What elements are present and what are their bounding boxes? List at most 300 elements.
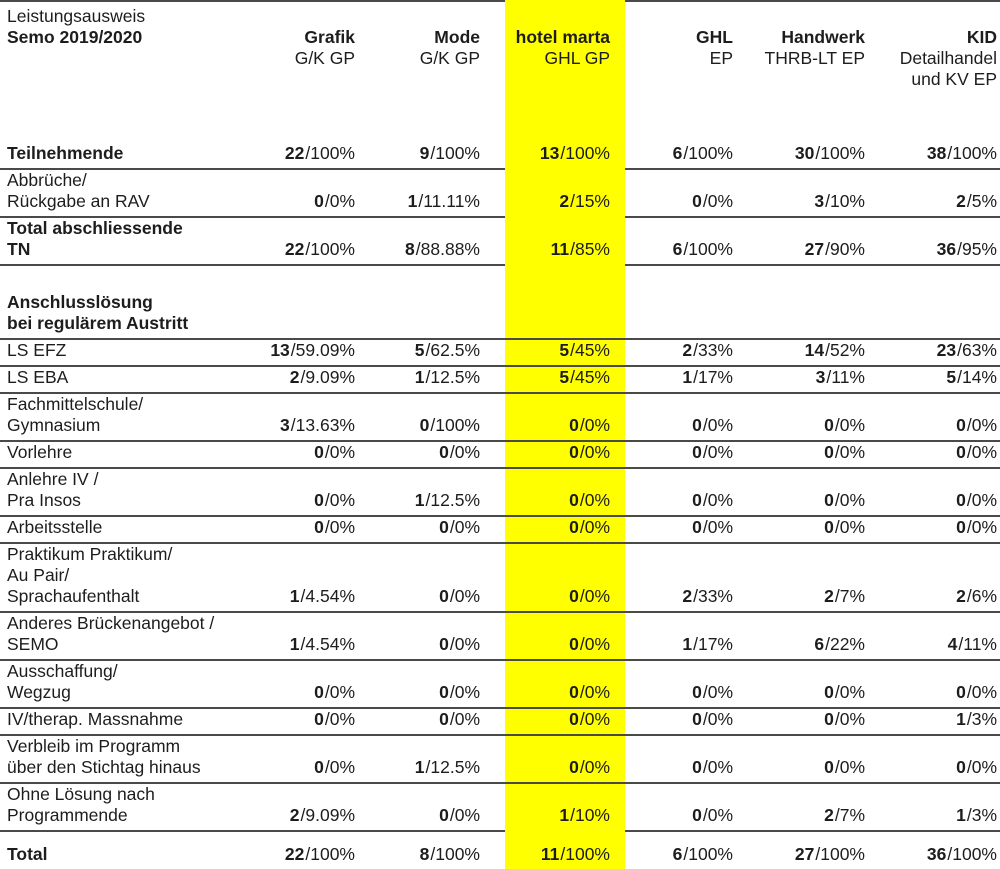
count-value: 5 bbox=[559, 367, 570, 387]
value-cell bbox=[733, 394, 865, 442]
value-cell bbox=[250, 394, 355, 442]
value-cell bbox=[250, 442, 355, 469]
count-value: 5 bbox=[946, 367, 957, 387]
count-value: 11 bbox=[540, 844, 560, 864]
value-cell bbox=[865, 544, 1000, 613]
value-cell-highlighted bbox=[505, 442, 625, 469]
percent-value: /0% bbox=[834, 415, 865, 435]
table-row bbox=[0, 469, 1000, 517]
percent-value: /17% bbox=[693, 634, 733, 654]
percent-value: /4.54% bbox=[300, 586, 355, 606]
percent-value: /63% bbox=[957, 340, 997, 360]
percent-value: /0% bbox=[966, 517, 997, 537]
value-cell bbox=[355, 517, 505, 544]
count-value: 0 bbox=[439, 634, 449, 654]
value-cell bbox=[733, 544, 865, 613]
row-label bbox=[0, 517, 250, 544]
table-row bbox=[0, 784, 1000, 832]
count-value: 0 bbox=[569, 757, 579, 777]
percent-value: /33% bbox=[693, 586, 733, 606]
percent-value: /12.5% bbox=[425, 490, 480, 510]
row-label-line: Gymnasium bbox=[7, 415, 101, 435]
count-value: 9 bbox=[419, 143, 430, 163]
percent-value: /100% bbox=[560, 844, 610, 864]
value-cell bbox=[865, 517, 1000, 544]
value-cell bbox=[625, 784, 733, 832]
value-cell-highlighted bbox=[505, 170, 625, 218]
count-value: 0 bbox=[692, 490, 702, 510]
value-cell-highlighted bbox=[505, 517, 625, 544]
percent-value: /59.09% bbox=[290, 340, 355, 360]
value-cell bbox=[733, 832, 865, 869]
row-label bbox=[0, 736, 250, 784]
value-cell bbox=[250, 544, 355, 613]
percent-value: /100% bbox=[430, 844, 480, 864]
value-cell-highlighted bbox=[505, 784, 625, 832]
percent-value: /10% bbox=[825, 191, 865, 211]
value-cell bbox=[355, 832, 505, 869]
count-value: 0 bbox=[824, 442, 834, 462]
count-value: 0 bbox=[314, 757, 324, 777]
count-value: 38 bbox=[926, 143, 947, 163]
percent-value: /45% bbox=[570, 340, 610, 360]
percent-value: /62.5% bbox=[425, 340, 480, 360]
percent-value: /100% bbox=[947, 143, 997, 163]
count-value: 22 bbox=[284, 143, 305, 163]
count-value: 0 bbox=[692, 442, 702, 462]
percent-value: /13.63% bbox=[290, 415, 355, 435]
row-label-line: Praktikum Praktikum/ bbox=[7, 544, 173, 564]
count-value: 13 bbox=[270, 340, 290, 360]
row-label-line: Au Pair/ bbox=[7, 565, 70, 585]
value-cell bbox=[865, 266, 1000, 340]
row-label-line: Programmende bbox=[7, 805, 128, 825]
percent-value: /100% bbox=[683, 239, 733, 259]
count-value: 2 bbox=[289, 367, 300, 387]
percent-value: /12.5% bbox=[425, 757, 480, 777]
count-value: 0 bbox=[956, 415, 966, 435]
percent-value: /0% bbox=[579, 490, 610, 510]
row-label-line: Verbleib im Programm bbox=[7, 736, 181, 756]
percent-value: /0% bbox=[702, 757, 733, 777]
value-cell bbox=[625, 736, 733, 784]
count-value: 1 bbox=[414, 367, 425, 387]
row-label-line: Total bbox=[7, 844, 48, 864]
row-label-line: Anderes Brückenangebot / bbox=[7, 613, 215, 633]
column-header-mode: Mode G/K GP bbox=[355, 0, 505, 137]
percent-value: /100% bbox=[430, 415, 480, 435]
table-row bbox=[0, 170, 1000, 218]
percent-value: /45% bbox=[570, 367, 610, 387]
percent-value: /17% bbox=[693, 367, 733, 387]
count-value: 27 bbox=[804, 239, 825, 259]
value-cell bbox=[733, 517, 865, 544]
percent-value: /0% bbox=[324, 517, 355, 537]
percent-value: /100% bbox=[815, 143, 865, 163]
value-cell bbox=[865, 137, 1000, 170]
count-value: 0 bbox=[569, 415, 579, 435]
value-cell bbox=[625, 832, 733, 869]
value-cell bbox=[355, 736, 505, 784]
count-value: 0 bbox=[824, 415, 834, 435]
column-header-handwerk: Handwerk THRB-LT EP bbox=[733, 0, 865, 137]
count-value: 1 bbox=[289, 586, 300, 606]
value-cell bbox=[355, 340, 505, 367]
value-cell bbox=[865, 784, 1000, 832]
percent-value: /33% bbox=[693, 340, 733, 360]
percent-value: /0% bbox=[324, 682, 355, 702]
value-cell-highlighted bbox=[505, 367, 625, 394]
percent-value: /0% bbox=[449, 709, 480, 729]
percent-value: /0% bbox=[834, 517, 865, 537]
value-cell bbox=[733, 613, 865, 661]
percent-value: /0% bbox=[324, 709, 355, 729]
count-value: 1 bbox=[289, 634, 300, 654]
row-label bbox=[0, 340, 250, 367]
percent-value: /0% bbox=[966, 757, 997, 777]
value-cell bbox=[625, 613, 733, 661]
percent-value: /0% bbox=[702, 517, 733, 537]
percent-value: /0% bbox=[449, 634, 480, 654]
count-value: 2 bbox=[824, 586, 834, 606]
percent-value: /11% bbox=[958, 634, 997, 654]
percent-value: /0% bbox=[449, 805, 480, 825]
count-value: 1 bbox=[559, 805, 570, 825]
row-label bbox=[0, 613, 250, 661]
value-cell bbox=[625, 661, 733, 709]
count-value: 13 bbox=[539, 143, 560, 163]
value-cell bbox=[355, 661, 505, 709]
column-header-grafik: Grafik G/K GP bbox=[250, 0, 355, 137]
count-value: 30 bbox=[794, 143, 815, 163]
value-cell bbox=[355, 613, 505, 661]
value-cell bbox=[733, 137, 865, 170]
count-value: 0 bbox=[824, 709, 834, 729]
percent-value: /100% bbox=[815, 844, 865, 864]
percent-value: /4.54% bbox=[300, 634, 355, 654]
percent-value: /0% bbox=[702, 191, 733, 211]
row-label bbox=[0, 218, 250, 266]
table-header-row bbox=[0, 0, 1000, 137]
count-value: 0 bbox=[314, 517, 324, 537]
percent-value: /11.11% bbox=[418, 191, 480, 211]
row-label-line: bei regulärem Austritt bbox=[7, 313, 189, 333]
value-cell bbox=[355, 784, 505, 832]
row-label-line: Anschlusslösung bbox=[7, 292, 153, 312]
percent-value: /9.09% bbox=[300, 367, 355, 387]
count-value: 0 bbox=[692, 757, 702, 777]
row-label bbox=[0, 544, 250, 613]
value-cell bbox=[733, 340, 865, 367]
value-cell bbox=[250, 266, 355, 340]
count-value: 0 bbox=[569, 517, 579, 537]
table-row bbox=[0, 367, 1000, 394]
row-label-line: Anlehre IV / bbox=[7, 469, 99, 489]
percent-value: /95% bbox=[957, 239, 997, 259]
value-cell-highlighted bbox=[505, 736, 625, 784]
value-cell bbox=[625, 367, 733, 394]
value-cell bbox=[733, 661, 865, 709]
percent-value: /100% bbox=[430, 143, 480, 163]
value-cell bbox=[865, 661, 1000, 709]
count-value: 0 bbox=[692, 415, 702, 435]
value-cell-highlighted bbox=[505, 661, 625, 709]
row-label-line: Teilnehmende bbox=[7, 143, 124, 163]
percent-value: /100% bbox=[947, 844, 997, 864]
count-value: 1 bbox=[682, 634, 693, 654]
value-cell-highlighted bbox=[505, 544, 625, 613]
count-value: 0 bbox=[314, 442, 324, 462]
count-value: 22 bbox=[284, 844, 305, 864]
percent-value: /10% bbox=[570, 805, 610, 825]
value-cell bbox=[355, 394, 505, 442]
percent-value: /0% bbox=[579, 586, 610, 606]
value-cell bbox=[733, 469, 865, 517]
count-value: 8 bbox=[419, 844, 430, 864]
value-cell bbox=[625, 442, 733, 469]
column-header-ghl: GHL EP bbox=[625, 0, 733, 137]
row-label-line: Total abschliessende bbox=[7, 218, 183, 238]
count-value: 0 bbox=[314, 490, 324, 510]
value-cell bbox=[355, 218, 505, 266]
row-label-line: IV/therap. Massnahme bbox=[7, 709, 184, 729]
count-value: 0 bbox=[439, 442, 449, 462]
value-cell bbox=[355, 469, 505, 517]
value-cell-highlighted bbox=[505, 613, 625, 661]
count-value: 5 bbox=[414, 340, 425, 360]
percent-value: /90% bbox=[825, 239, 865, 259]
value-cell bbox=[250, 832, 355, 869]
percent-value: /0% bbox=[449, 586, 480, 606]
count-value: 0 bbox=[314, 682, 324, 702]
count-value: 0 bbox=[692, 191, 702, 211]
count-value: 11 bbox=[550, 239, 570, 259]
value-cell bbox=[355, 544, 505, 613]
percent-value: /12.5% bbox=[425, 367, 480, 387]
count-value: 1 bbox=[414, 490, 425, 510]
column-header-hotel-marta: hotel marta GHL GP bbox=[505, 0, 625, 137]
value-cell bbox=[625, 709, 733, 736]
value-cell-highlighted bbox=[505, 394, 625, 442]
value-cell-highlighted bbox=[505, 832, 625, 869]
count-value: 23 bbox=[936, 340, 957, 360]
row-label bbox=[0, 709, 250, 736]
table-row bbox=[0, 137, 1000, 170]
row-label-line: Sprachaufenthalt bbox=[7, 586, 140, 606]
value-cell bbox=[625, 170, 733, 218]
row-label-line: TN bbox=[7, 239, 31, 259]
row-label-line: LS EBA bbox=[7, 367, 69, 387]
value-cell bbox=[733, 266, 865, 340]
value-cell bbox=[625, 469, 733, 517]
value-cell bbox=[865, 442, 1000, 469]
count-value: 27 bbox=[794, 844, 815, 864]
count-value: 0 bbox=[956, 517, 966, 537]
value-cell bbox=[625, 544, 733, 613]
table-row bbox=[0, 613, 1000, 661]
value-cell bbox=[865, 832, 1000, 869]
value-cell-highlighted bbox=[505, 709, 625, 736]
table-row bbox=[0, 266, 1000, 340]
value-cell bbox=[625, 266, 733, 340]
count-value: 0 bbox=[692, 517, 702, 537]
value-cell-highlighted bbox=[505, 266, 625, 340]
report-title bbox=[0, 0, 250, 116]
report-title-line2: Semo 2019/2020 bbox=[7, 27, 143, 47]
count-value: 6 bbox=[672, 239, 683, 259]
count-value: 0 bbox=[439, 586, 449, 606]
count-value: 1 bbox=[956, 805, 966, 825]
count-value: 36 bbox=[926, 844, 947, 864]
count-value: 0 bbox=[569, 682, 579, 702]
percent-value: /100% bbox=[683, 844, 733, 864]
count-value: 0 bbox=[439, 682, 449, 702]
percent-value: /0% bbox=[966, 442, 997, 462]
table-row bbox=[0, 544, 1000, 613]
count-value: 0 bbox=[314, 709, 324, 729]
value-cell bbox=[865, 469, 1000, 517]
value-cell bbox=[250, 517, 355, 544]
count-value: 0 bbox=[956, 757, 966, 777]
value-cell bbox=[865, 218, 1000, 266]
count-value: 2 bbox=[289, 805, 300, 825]
count-value: 0 bbox=[439, 517, 449, 537]
value-cell bbox=[733, 170, 865, 218]
count-value: 0 bbox=[419, 415, 430, 435]
count-value: 0 bbox=[956, 682, 966, 702]
table-body bbox=[0, 137, 1000, 869]
row-label-line: SEMO bbox=[7, 634, 59, 654]
row-label-line: Vorlehre bbox=[7, 442, 73, 462]
percent-value: /7% bbox=[834, 586, 865, 606]
percent-value: /0% bbox=[834, 442, 865, 462]
value-cell bbox=[625, 340, 733, 367]
percent-value: /0% bbox=[966, 490, 997, 510]
count-value: 0 bbox=[569, 586, 579, 606]
count-value: 0 bbox=[824, 757, 834, 777]
percent-value: /100% bbox=[305, 239, 355, 259]
percent-value: /0% bbox=[702, 709, 733, 729]
value-cell bbox=[355, 709, 505, 736]
value-cell bbox=[733, 442, 865, 469]
count-value: 0 bbox=[956, 442, 966, 462]
percent-value: /88.88% bbox=[415, 239, 480, 259]
row-label-line: Ohne Lösung nach bbox=[7, 784, 155, 804]
count-value: 6 bbox=[672, 143, 683, 163]
value-cell-highlighted bbox=[505, 340, 625, 367]
count-value: 2 bbox=[824, 805, 834, 825]
percent-value: /3% bbox=[966, 709, 997, 729]
value-cell bbox=[865, 340, 1000, 367]
percent-value: /0% bbox=[579, 442, 610, 462]
row-label bbox=[0, 137, 250, 170]
percent-value: /6% bbox=[966, 586, 997, 606]
value-cell bbox=[355, 266, 505, 340]
percent-value: /22% bbox=[825, 634, 865, 654]
percent-value: /5% bbox=[966, 191, 997, 211]
count-value: 8 bbox=[405, 239, 415, 259]
value-cell bbox=[865, 394, 1000, 442]
percent-value: /0% bbox=[702, 442, 733, 462]
percent-value: /0% bbox=[449, 682, 480, 702]
value-cell bbox=[733, 367, 865, 394]
value-cell bbox=[250, 613, 355, 661]
value-cell-highlighted bbox=[505, 469, 625, 517]
percent-value: /0% bbox=[834, 709, 865, 729]
count-value: 6 bbox=[814, 634, 825, 654]
row-label bbox=[0, 266, 250, 340]
percent-value: /0% bbox=[579, 517, 610, 537]
count-value: 2 bbox=[682, 586, 693, 606]
percent-value: /0% bbox=[324, 490, 355, 510]
count-value: 3 bbox=[814, 191, 825, 211]
count-value: 1 bbox=[407, 191, 418, 211]
percent-value: /0% bbox=[966, 682, 997, 702]
percent-value: /100% bbox=[560, 143, 610, 163]
count-value: 5 bbox=[559, 340, 570, 360]
percent-value: /14% bbox=[957, 367, 997, 387]
count-value: 1 bbox=[682, 367, 693, 387]
percent-value: /15% bbox=[570, 191, 610, 211]
count-value: 2 bbox=[559, 191, 570, 211]
count-value: 2 bbox=[956, 191, 966, 211]
percent-value: /0% bbox=[702, 805, 733, 825]
count-value: 0 bbox=[569, 709, 579, 729]
value-cell bbox=[250, 137, 355, 170]
row-label-line: Wegzug bbox=[7, 682, 71, 702]
percent-value: /0% bbox=[579, 634, 610, 654]
percent-value: /0% bbox=[579, 415, 610, 435]
count-value: 3 bbox=[815, 367, 826, 387]
percent-value: /0% bbox=[702, 490, 733, 510]
value-cell bbox=[250, 784, 355, 832]
table-row bbox=[0, 661, 1000, 709]
percent-value: /0% bbox=[579, 682, 610, 702]
value-cell bbox=[250, 367, 355, 394]
row-label bbox=[0, 832, 250, 869]
percent-value: /0% bbox=[702, 682, 733, 702]
table-row bbox=[0, 394, 1000, 442]
percent-value: /0% bbox=[324, 191, 355, 211]
count-value: 0 bbox=[569, 634, 579, 654]
percent-value: /11% bbox=[826, 367, 865, 387]
table-row bbox=[0, 218, 1000, 266]
percent-value: /0% bbox=[324, 757, 355, 777]
row-label bbox=[0, 661, 250, 709]
percent-value: /0% bbox=[834, 682, 865, 702]
percent-value: /0% bbox=[324, 442, 355, 462]
count-value: 6 bbox=[672, 844, 683, 864]
count-value: 14 bbox=[804, 340, 825, 360]
count-value: 1 bbox=[956, 709, 966, 729]
row-label-line: über den Stichtag hinaus bbox=[7, 757, 201, 777]
value-cell-highlighted bbox=[505, 218, 625, 266]
value-cell bbox=[355, 137, 505, 170]
percent-value: /0% bbox=[966, 415, 997, 435]
count-value: 0 bbox=[824, 517, 834, 537]
count-value: 4 bbox=[947, 634, 958, 654]
value-cell bbox=[625, 517, 733, 544]
value-cell bbox=[733, 784, 865, 832]
percent-value: /0% bbox=[449, 517, 480, 537]
table-row bbox=[0, 340, 1000, 367]
value-cell bbox=[865, 367, 1000, 394]
percent-value: /100% bbox=[305, 844, 355, 864]
count-value: 0 bbox=[439, 709, 449, 729]
value-cell bbox=[250, 218, 355, 266]
value-cell bbox=[250, 170, 355, 218]
percent-value: /3% bbox=[966, 805, 997, 825]
